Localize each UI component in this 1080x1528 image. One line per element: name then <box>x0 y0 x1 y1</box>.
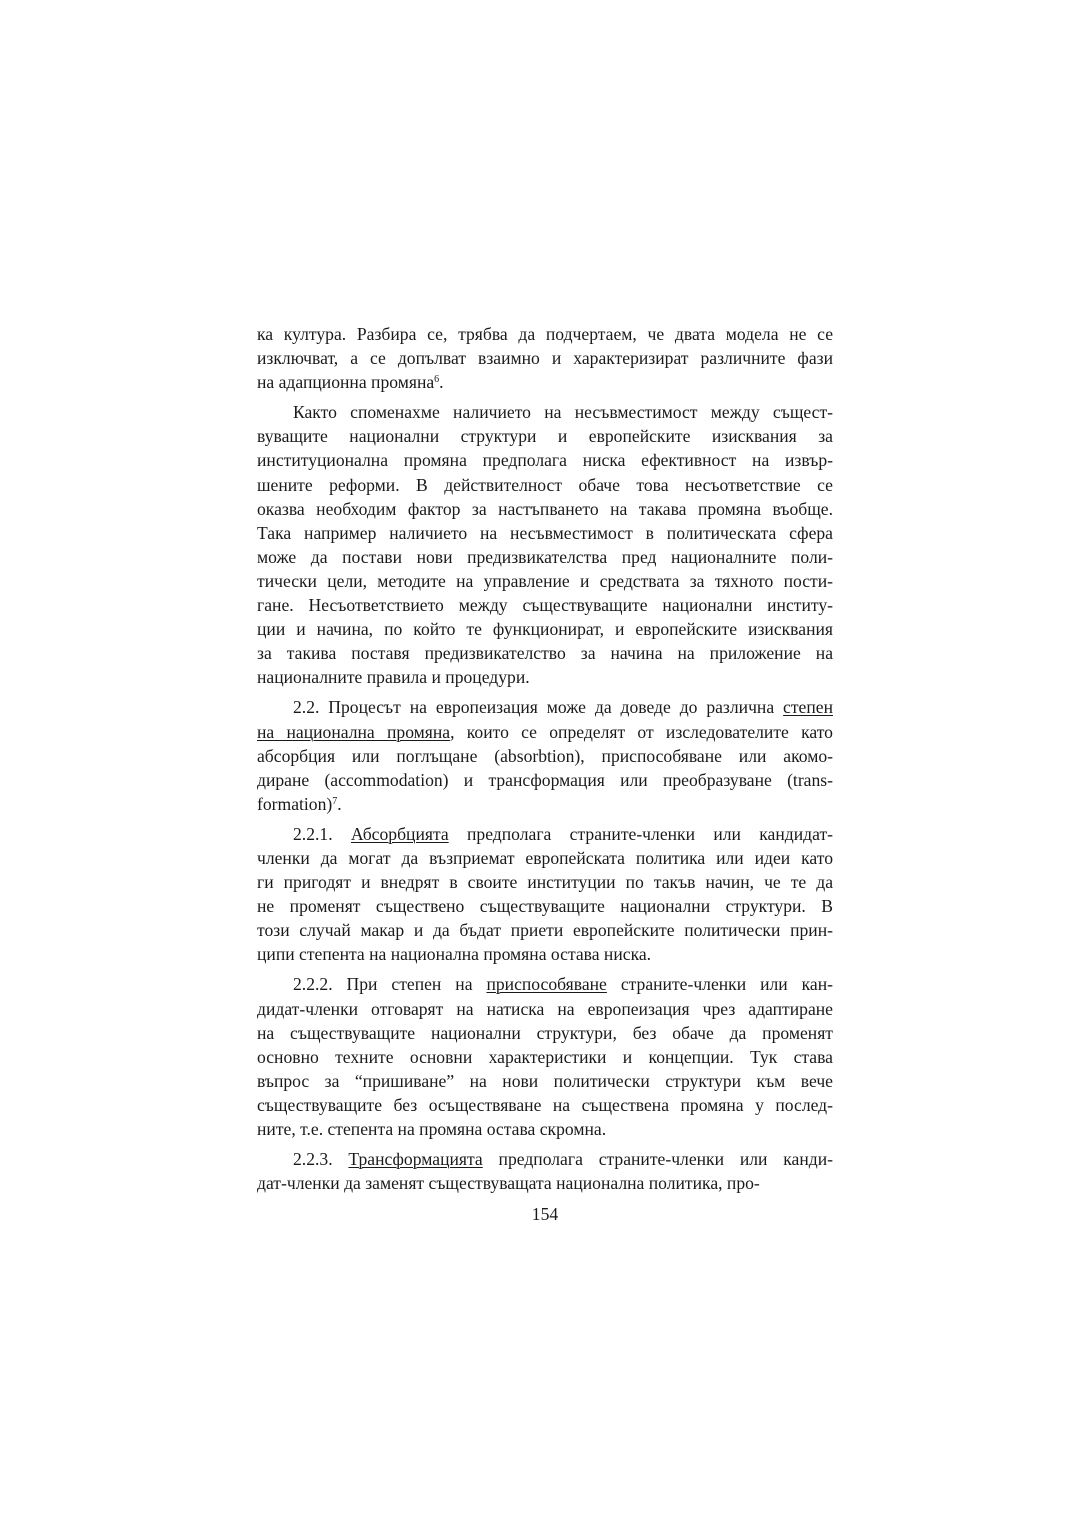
text-segment: предполага страните-членки или канди- <box>482 1149 833 1170</box>
underlined-term: Трансформацията <box>348 1149 483 1170</box>
text-segment: ните, т.е. степента на промяна остава скромна. <box>257 1119 607 1139</box>
paragraph <box>257 695 833 815</box>
text-line <box>257 593 833 617</box>
text-segment: Така например наличието на несъвместимост в политическата сфера <box>257 522 833 543</box>
text-segment: 2.2.2. При степен на <box>293 974 487 995</box>
paragraph <box>257 972 833 1141</box>
text-segment: ги пригодят и внедрят в своите институции по такъв начин, че те да <box>257 872 833 893</box>
text-segment: основно техните основни характеристики и концепции. Тук става <box>257 1046 833 1067</box>
text-segment: шените реформи. В действителност обаче това несъответствие се <box>257 474 833 495</box>
text-line <box>257 894 833 918</box>
text-segment: националните правила и процедури. <box>257 667 530 688</box>
text-segment: може да постави нови предизвикателства пред националните поли- <box>257 546 833 567</box>
text-segment: институционална промяна предполага ниска ефективност на извър- <box>257 450 833 471</box>
text-segment: съществуващите без осъществяване на съществена промяна у послед- <box>257 1094 833 1115</box>
text-line <box>257 942 833 966</box>
text-line <box>257 497 833 521</box>
footnote-ref: 7 <box>332 795 338 807</box>
text-line <box>257 822 833 846</box>
text-line <box>257 695 833 719</box>
text-line <box>257 569 833 593</box>
text-line <box>257 617 833 641</box>
text-line <box>257 1117 833 1141</box>
text-segment: тически цели, методите на управление и средствата за тяхното пости- <box>257 570 833 591</box>
text-segment: . <box>439 372 444 393</box>
text-line <box>257 473 833 497</box>
text-segment: за такива поставя предизвикателство за начина на приложение на <box>257 643 833 664</box>
text-segment: абсорбция или поглъщане (absorbtion), приспособяване или акомо- <box>257 745 833 766</box>
page-body <box>257 322 833 1195</box>
text-segment: ции и начина, по който те функционират, и европейските изисквания <box>257 619 833 640</box>
text-line <box>257 448 833 472</box>
text-segment: 2.2.1. <box>293 823 351 844</box>
text-segment: страните-членки или кан- <box>606 974 833 995</box>
text-line <box>257 1069 833 1093</box>
paragraph <box>257 400 833 689</box>
text-line <box>257 545 833 569</box>
text-line <box>257 370 833 394</box>
text-segment: 2.2.3. <box>293 1149 349 1170</box>
footnote-ref: 6 <box>434 374 440 386</box>
text-line <box>257 846 833 870</box>
underlined-term: приспособяване <box>486 974 607 995</box>
text-segment: , които се определят от изследователите като <box>450 721 833 742</box>
text-line <box>257 768 833 792</box>
text-line <box>257 997 833 1021</box>
text-segment: ка култура. Разбира се, трябва да подчертаем, че двата модела не се <box>257 324 833 344</box>
text-segment: вуващите национални структури и европейските изисквания за <box>257 426 833 447</box>
text-segment: изключват, а се допълват взаимно и характеризират различните фази <box>257 348 833 369</box>
text-segment: дат-членки да заменят съществуващата национална политика, про- <box>257 1173 760 1194</box>
text-line <box>257 744 833 768</box>
text-segment: 2.2. Процесът на европеизация може да доведе до различна <box>293 697 784 718</box>
text-segment: дидат-членки отговарят на натиска на европеизация чрез адаптиране <box>257 998 833 1019</box>
text-line <box>257 641 833 665</box>
text-segment: този случай макар и да бъдат приети европейските политически прин- <box>257 920 833 941</box>
text-segment: . <box>337 793 342 814</box>
paragraph <box>257 1147 833 1195</box>
text-line <box>257 1021 833 1045</box>
text-segment: членки да могат да възприемат европейската политика или идеи като <box>257 847 833 868</box>
underlined-term: степен <box>783 697 833 718</box>
text-line <box>257 1093 833 1117</box>
text-segment: на съществуващите национални структури, без обаче да променят <box>257 1022 833 1043</box>
text-line <box>257 1045 833 1069</box>
text-segment: въпрос за “пришиване” на нови политически структури към вече <box>257 1070 833 1091</box>
text-segment: предполага страните-членки или кандидат- <box>448 823 833 844</box>
text-segment: на адапционна промяна <box>257 372 435 393</box>
paragraph <box>257 322 833 394</box>
underlined-term: Абсорбцията <box>350 823 449 844</box>
text-segment: оказва необходим фактор за настъпването на такава промяна въобще. <box>257 498 833 519</box>
text-line <box>257 665 833 689</box>
text-line <box>257 346 833 370</box>
text-line <box>257 400 833 424</box>
text-line <box>257 720 833 744</box>
text-line <box>257 1147 833 1171</box>
text-line <box>257 792 833 816</box>
underlined-term: на национална промяна <box>257 721 451 742</box>
text-segment: не променят съществено съществуващите национални структури. В <box>257 896 833 917</box>
text-line <box>257 918 833 942</box>
text-segment: ципи степента на национална промяна остава ниска. <box>257 944 652 965</box>
text-line <box>257 521 833 545</box>
text-line <box>257 322 833 346</box>
text-line <box>257 1171 833 1195</box>
text-segment: formation) <box>257 793 333 814</box>
text-segment: диране (accommodation) и трансформация или преобразуване (trans- <box>257 769 833 790</box>
text-line <box>257 424 833 448</box>
paragraph <box>257 822 833 967</box>
text-line <box>257 870 833 894</box>
text-line <box>257 972 833 996</box>
text-segment: Както споменахме наличието на несъвместимост между същест- <box>293 402 833 423</box>
text-segment: гане. Несъответствието между съществуващите национални институ- <box>257 595 833 616</box>
page-number: 154 <box>531 1204 559 1224</box>
